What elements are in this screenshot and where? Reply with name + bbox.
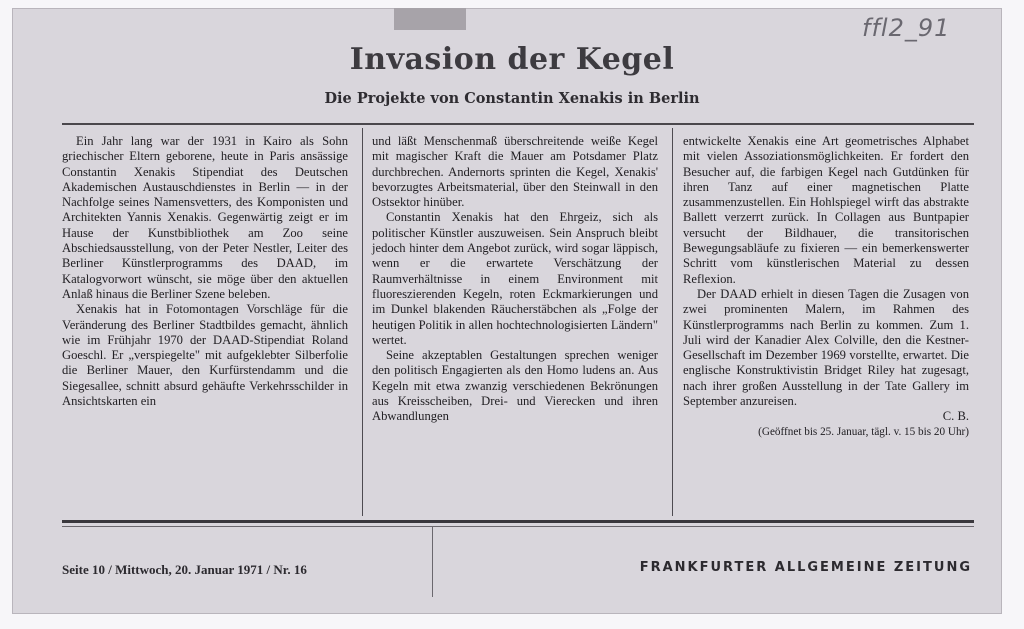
bottom-rule-thin (62, 526, 974, 527)
column-3 (683, 134, 969, 440)
issue-line: Seite 10 / Mittwoch, 20. Januar 1971 / Nr. 16 (62, 562, 307, 577)
column-divider (672, 128, 673, 516)
paragraph: entwickelte Xenakis eine Art geometrisches Alphabet mit vielen Assoziationsmöglichkeiten. Er fordert den Besucher auf, die farbigen Kegel nach Gutdünken für ihren Tanz auf einer magnetischen Platte zusammenzustellen. Ein Hohlspiegel wirft das abstrakte Ballett verzerrt zurück. In Collagen aus Buntpapier versucht der Bildhauer, die transitorischen Bewegungsabläufe zu fixieren — ein bemerkenswerter Schritt vom künstlerischen Material zu dessen Reflexion. (683, 134, 969, 286)
column-2 (372, 134, 658, 425)
paragraph: Der DAAD erhielt in diesen Tagen die Zusagen von zwei prominenten Malern, im Rahmen des Künstlerprogramms nach Berlin zu kommen. Zum 1. Juli wird der Kanadier Alex Colville, den die Kestner-Gesellschaft im Dezember 1969 vorstellte, erwartet. Die englische Konstruktivistin Bridget Riley hat zugesagt, nach ihrer großen Ausstellung in der Tate Gallery im September anzureisen. (683, 286, 969, 409)
top-rule (62, 123, 974, 125)
newspaper-masthead: FRANKFURTER ALLGEMEINE ZEITUNG (639, 560, 972, 575)
paragraph: und läßt Menschenmaß überschreitende weiße Kegel mit magischer Kraft die Mauer am Potsdamer Platz durchbrechen. Andernorts sprinten die Kegel, Xenakis' bevorzugtes Arbeitsmaterial, über den Steinwall in den Ostsektor hinüber. (372, 134, 658, 210)
paragraph: Seine akzeptablen Gestaltungen sprechen weniger den politisch Engagierten als den Homo ludens an. Aus Kegeln mit etwa zwanzig verschiedenen Bekrönungen aus Kreisscheiben, Drei- und Vierecken und ihren Abwandlungen (372, 348, 658, 424)
article-subheadline: Die Projekte von Constantin Xenakis in Berlin (324, 90, 700, 107)
author-signature: C. B. (942, 409, 969, 424)
tape-strip (394, 8, 466, 30)
paragraph: Constantin Xenakis hat den Ehrgeiz, sich als politischer Künstler auszuweisen. Sein Anspruch bleibt jedoch hinter dem Angebot zurück, wird sogar läppisch, wenn er die erwartete Verschätzung der Raumverhältnisse in einem Environment mit fluoreszierenden Kegeln, roten Eckmarkierungen und im Dunkel blakenden Räucherstäbchen als „Folge der heutigen Politik in allen hochtechnologisierten Ländern" wertet. (372, 210, 658, 347)
opening-hours: (Geöffnet bis 25. Januar, tägl. v. 15 bis 20 Uhr) (758, 425, 969, 438)
paragraph: Ein Jahr lang war der 1931 in Kairo als Sohn griechischer Eltern geborene, heute in Paris ansässige Constantin Xenakis Stipendiat des Deutschen Akademischen Austauschdienstes in Berlin — in der Nachfolge seines Namensvetters, des Komponisten und Architekten Yannis Xenakis. Gegenwärtig zeigt er im Hause der Kunstbibliothek am Zoo seine Abschiedsausstellung, von der Peter Nestler, Leiter des Berliner Künstlerprogramms des DAAD, im Katalogvorwort wünscht, sie möge über den aktuellen Anlaß hinaus die Berliner Szene beleben. (62, 134, 348, 301)
column-divider (362, 128, 363, 516)
paragraph: Xenakis hat in Fotomontagen Vorschläge für die Veränderung des Berliner Stadtbildes gemacht, ähnlich wie im Frühjahr 1970 der DAAD-Stipendiat Roland Goeschl. Er „verspiegelte" mit aufgeklebter Silberfolie die Berliner Mauer, den Kurfürstendamm und die Siegesallee, schnitt absurd gehäufte Verkehrsschilder in Ansichtskarten ein (62, 302, 348, 409)
column-1 (62, 134, 348, 409)
footer-divider (432, 527, 433, 597)
handwritten-annotation: ffl2_91 (862, 14, 951, 42)
bottom-rule (62, 520, 974, 523)
article-headline: Invasion der Kegel (349, 42, 675, 77)
